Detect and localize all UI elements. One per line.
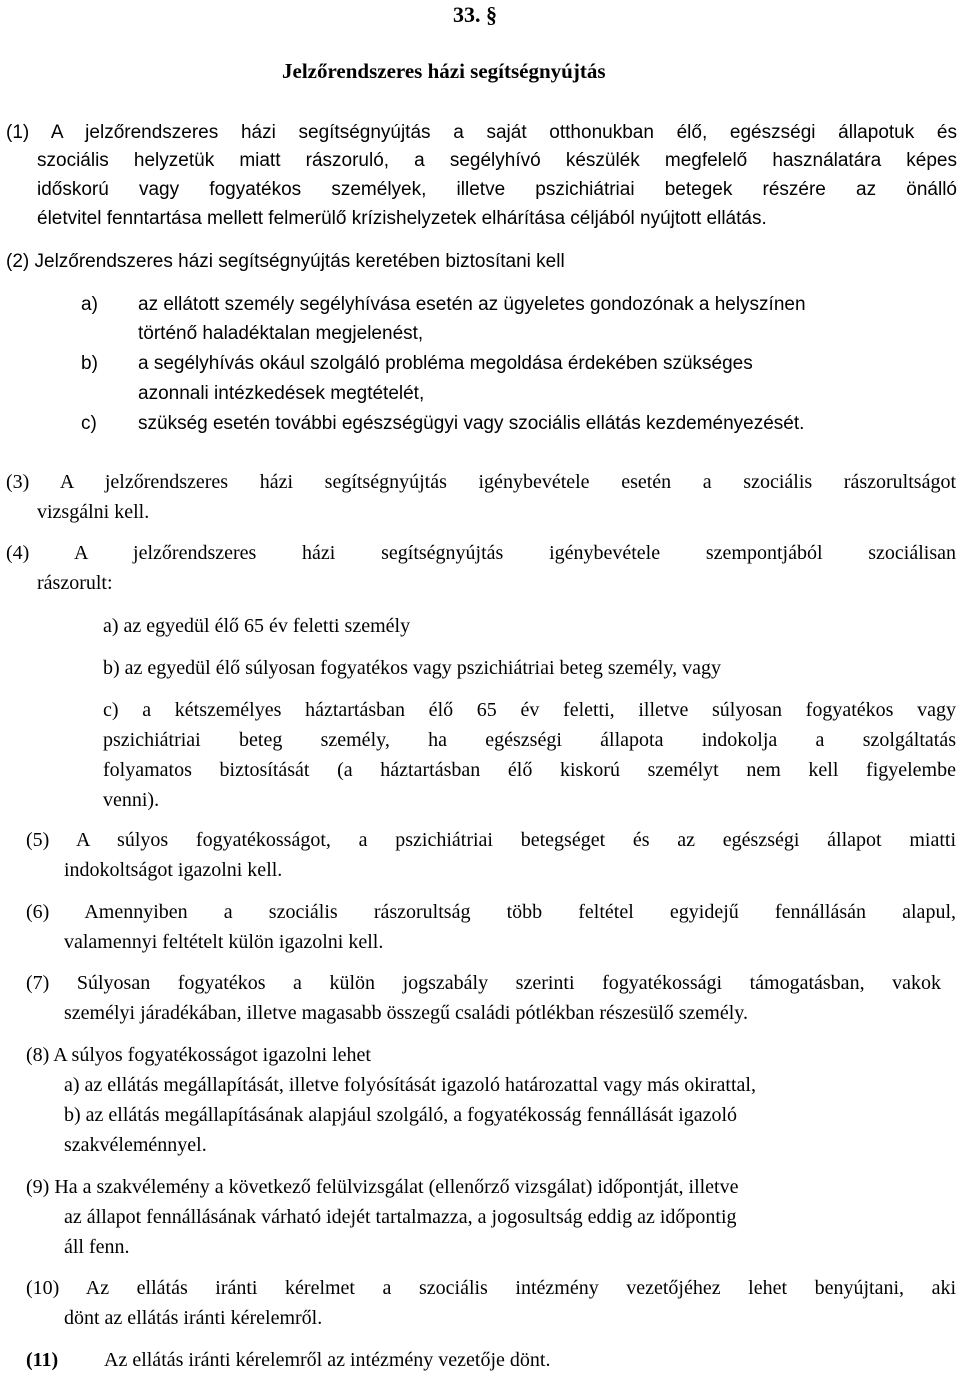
paragraph-1-line-1: (1) A jelzőrendszeres házi segítségnyújtás a saját otthonukban élő, egészségi állapotuk és [6,122,957,143]
paragraph-8-line-1: (8) A súlyos fogyatékosságot igazolni lehet [26,1044,371,1066]
paragraph-7-line-1: (7) Súlyosan fogyatékos a külön jogszabály szerinti fogyatékossági támogatásban, vakok [26,972,941,994]
paragraph-4-item-c-line-2: pszichiátriai beteg személy, ha egészségi állapota indokolja a szolgáltatás [103,729,956,751]
paragraph-10-line-2: dönt az ellátás iránti kérelemről. [64,1307,323,1329]
paragraph-2-item-c-marker: c) [81,413,97,434]
paragraph-2-item-b-marker: b) [81,353,98,374]
paragraph-8-line-4: szakvéleménnyel. [64,1134,207,1156]
paragraph-1-line-4: életvitel fenntartása mellett felmerülő krízishelyzetek elhárítása céljából nyújtott ellátás. [37,208,767,229]
paragraph-9-line-2: az állapot fennállásának várható idejét tartalmazza, a jogosultság eddig az időpontig [64,1206,737,1228]
paragraph-6-line-2: valamennyi feltételt külön igazolni kell. [64,931,384,953]
paragraph-2-item-b-line-1: a segélyhívás okául szolgáló probléma megoldása érdekében szükséges [138,353,753,374]
paragraph-5-line-2: indokoltságot igazolni kell. [64,859,283,881]
section-title: Jelzőrendszeres házi segítségnyújtás [282,59,606,83]
paragraph-8-line-2: a) az ellátás megállapítását, illetve folyósítását igazoló határozattal vagy más okirattal, [64,1074,756,1096]
paragraph-11-number: (11) [26,1349,59,1371]
paragraph-4-line-2: rászorult: [37,572,113,594]
paragraph-1-line-3: időskorú vagy fogyatékos személyek, illetve pszichiátriai betegek részére az önálló [37,179,957,200]
section-number: 33. § [453,2,497,27]
paragraph-2-item-a-line-2: történő haladéktalan megjelenést, [138,323,424,344]
paragraph-3-line-2: vizsgálni kell. [37,501,150,523]
paragraph-2-item-a-line-1: az ellátott személy segélyhívása esetén az ügyeletes gondozónak a helyszínen [138,294,806,315]
paragraph-4-line-1: (4) A jelzőrendszeres házi segítségnyújtás igénybevétele szempontjából szociálisan [6,542,956,564]
paragraph-10-line-1: (10) Az ellátás iránti kérelmet a szociális intézmény vezetőjéhez lehet benyújtani, aki [26,1277,956,1299]
paragraph-5-line-1: (5) A súlyos fogyatékosságot, a pszichiátriai betegséget és az egészségi állapot miatti [26,829,956,851]
paragraph-4-item-c-line-1: c) a kétszemélyes háztartásban élő 65 év feletti, illetve súlyosan fogyatékos vagy [103,699,956,721]
paragraph-9-line-1: (9) Ha a szakvélemény a következő felülvizsgálat (ellenőrző vizsgálat) időpontját, illetve [26,1176,739,1198]
paragraph-8-line-3: b) az ellátás megállapításának alapjául szolgáló, a fogyatékosság fennállását igazoló [64,1104,738,1126]
paragraph-6-line-1: (6) Amennyiben a szociális rászorultság több feltétel egyidejű fennállásán alapul, [26,901,956,923]
paragraph-1-line-2: szociális helyzetük miatt rászoruló, a segélyhívó készülék megfelelő használatára képes [37,150,957,171]
paragraph-2-item-b-line-2: azonnali intézkedések megtételét, [138,383,425,404]
paragraph-3-line-1: (3) A jelzőrendszeres házi segítségnyújtás igénybevétele esetén a szociális rászorultságot [6,471,956,493]
paragraph-4-item-b: b) az egyedül élő súlyosan fogyatékos vagy pszichiátriai beteg személy, vagy [103,657,721,679]
paragraph-4-item-c-line-3: folyamatos biztosítását (a háztartásban élő kiskorú személyt nem kell figyelembe [103,759,956,781]
paragraph-2-item-c-line-1: szükség esetén további egészségügyi vagy szociális ellátás kezdeményezését. [138,413,805,434]
paragraph-4-item-a: a) az egyedül élő 65 év feletti személy [103,615,411,637]
paragraph-9-line-3: áll fenn. [64,1236,130,1258]
paragraph-7-line-2: személyi járadékában, illetve magasabb összegű családi pótlékban részesülő személy. [64,1002,748,1024]
paragraph-2-intro: (2) Jelzőrendszeres házi segítségnyújtás keretében biztosítani kell [6,251,565,272]
paragraph-2-item-a-marker: a) [81,294,98,315]
paragraph-11-text: Az ellátás iránti kérelemről az intézmény vezetője dönt. [104,1349,551,1371]
paragraph-4-item-c-line-4: venni). [103,789,160,811]
